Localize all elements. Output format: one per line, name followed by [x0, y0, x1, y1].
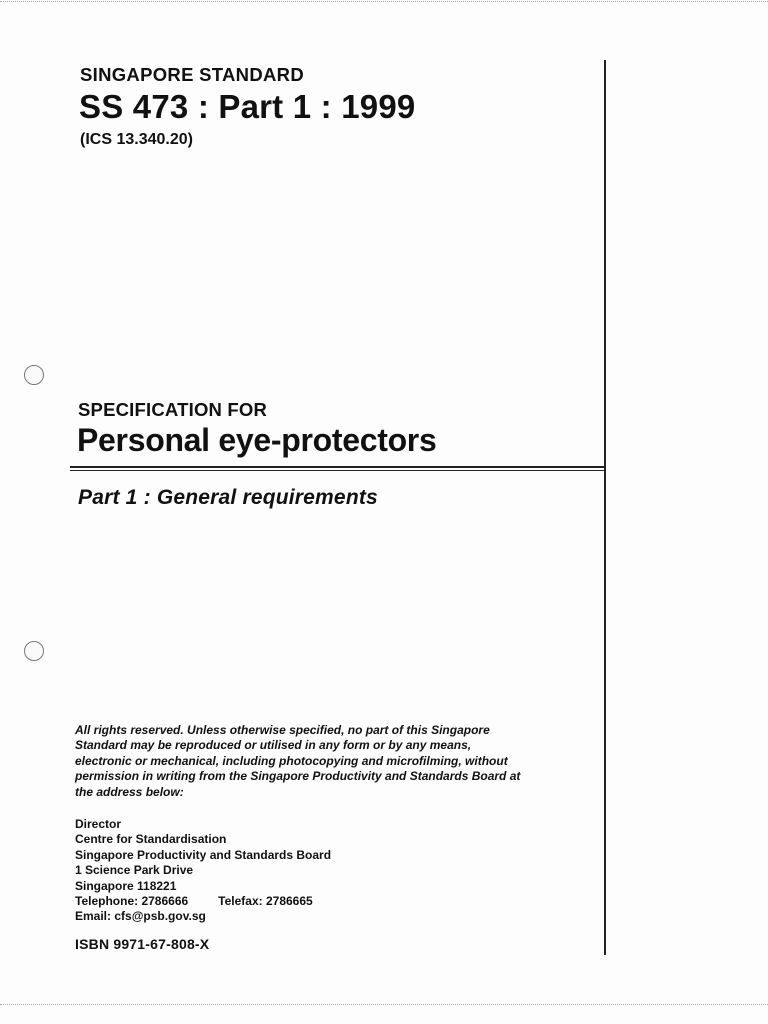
telephone: Telephone: 2786666 [75, 894, 189, 909]
ics-code: (ICS 13.340.20) [80, 131, 193, 148]
address-line: Director [75, 817, 122, 831]
rights-line: electronic or mechanical, including photocopying and microfilming, without [75, 753, 508, 768]
document-title: Personal eye-protectors [77, 422, 437, 458]
address-line: Singapore 118221 [75, 878, 177, 893]
punch-hole-icon [24, 365, 44, 385]
bottom-page-edge [0, 1004, 768, 1005]
address-line: Singapore Productivity and Standards Board [75, 847, 332, 862]
isbn: ISBN 9971-67-808-X [75, 936, 210, 952]
rights-line: permission in writing from the Singapore Productivity and Standards Board at [75, 769, 521, 784]
address-line: Centre for Standardisation [75, 832, 227, 847]
spec-for-label: SPECIFICATION FOR [78, 399, 268, 420]
top-page-edge [0, 1, 768, 2]
rights-line: All rights reserved. Unless otherwise specified, no part of this Singapore [75, 723, 490, 737]
punch-hole-icon [24, 641, 44, 661]
contact-line [75, 894, 331, 909]
email: Email: cfs@psb.gov.sg [75, 909, 206, 924]
header-label: SINGAPORE STANDARD [80, 64, 304, 85]
telefax: Telefax: 2786665 [218, 894, 313, 909]
address-line: 1 Science Park Drive [75, 863, 194, 878]
right-margin-rule [604, 60, 606, 955]
part-title: Part 1 : General requirements [78, 486, 378, 509]
rights-line: the address below: [75, 784, 184, 799]
title-rule-bottom [70, 470, 606, 471]
address-block [75, 817, 331, 925]
standard-number: SS 473 : Part 1 : 1999 [79, 88, 416, 125]
title-rule-top [70, 466, 606, 468]
rights-notice [75, 723, 585, 800]
rights-line: Standard may be reproduced or utilised in any form or by any means, [75, 738, 472, 753]
